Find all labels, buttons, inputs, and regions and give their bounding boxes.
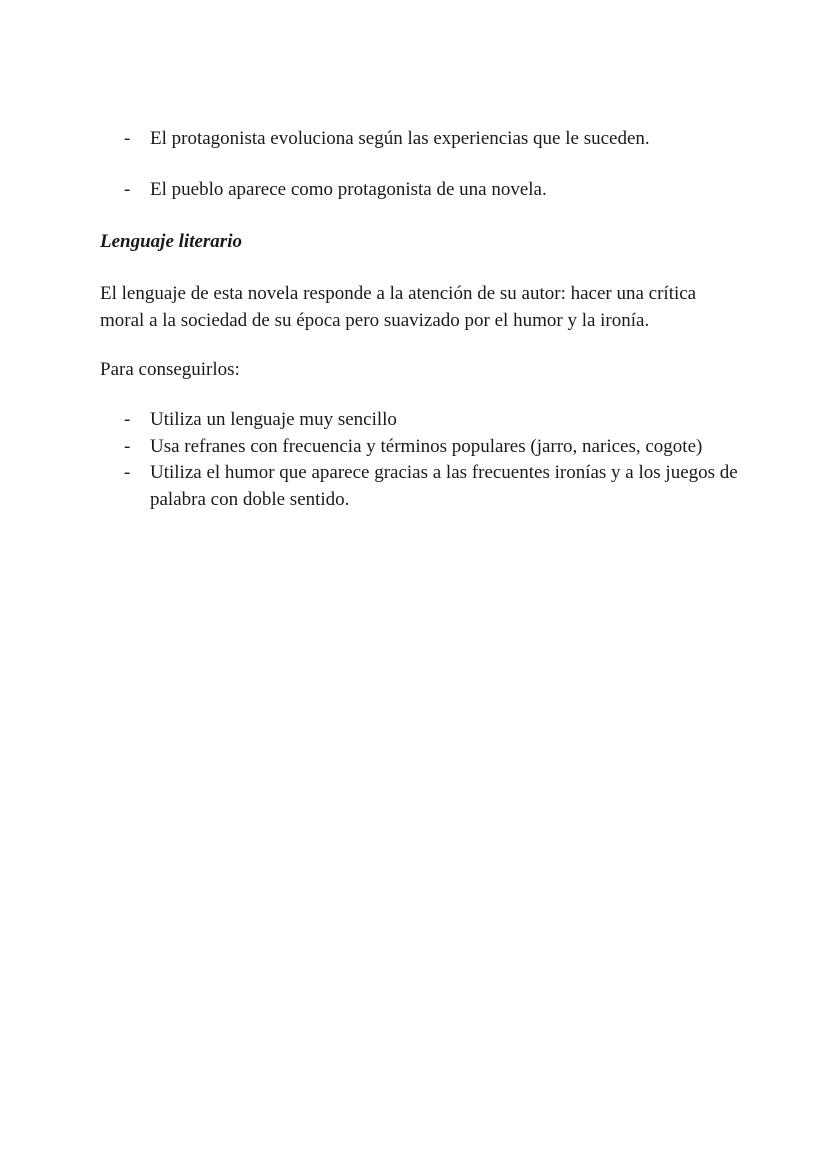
list-item (0, 460, 828, 513)
list-item (0, 434, 828, 461)
list-item-text: El pueblo aparece como protagonista de una novela. (150, 179, 547, 200)
list-item-text: El protagonista evoluciona según las experiencias que le suceden. (150, 128, 650, 149)
list-item (0, 407, 828, 434)
bullet-marker: - (124, 179, 131, 200)
body-paragraph: El lenguaje de esta novela responde a la atención de su autor: hacer una crítica moral a la sociedad de su época pero suavizado por el humor y la ironía. (100, 283, 697, 331)
intro-paragraph: Para conseguirlos: (100, 359, 240, 380)
list-item (0, 126, 828, 153)
list-item-text: Utiliza un lenguaje muy sencillo (150, 409, 397, 430)
bullet-marker: - (124, 409, 131, 430)
bullet-list-top (0, 126, 828, 204)
list-item-text: Usa refranes con frecuencia y términos populares (jarro, narices, cogote) (150, 435, 703, 457)
section-heading: Lenguaje literario (100, 231, 242, 252)
list-item (0, 177, 828, 204)
bullet-marker: - (124, 128, 131, 149)
bullet-marker: - (124, 435, 131, 457)
list-item-text: Utiliza el humor que aparece gracias a las frecuentes ironías y a los juegos de palabra con doble sentido. (150, 462, 738, 510)
bullet-list-bottom (0, 407, 828, 513)
bullet-marker: - (124, 462, 131, 483)
